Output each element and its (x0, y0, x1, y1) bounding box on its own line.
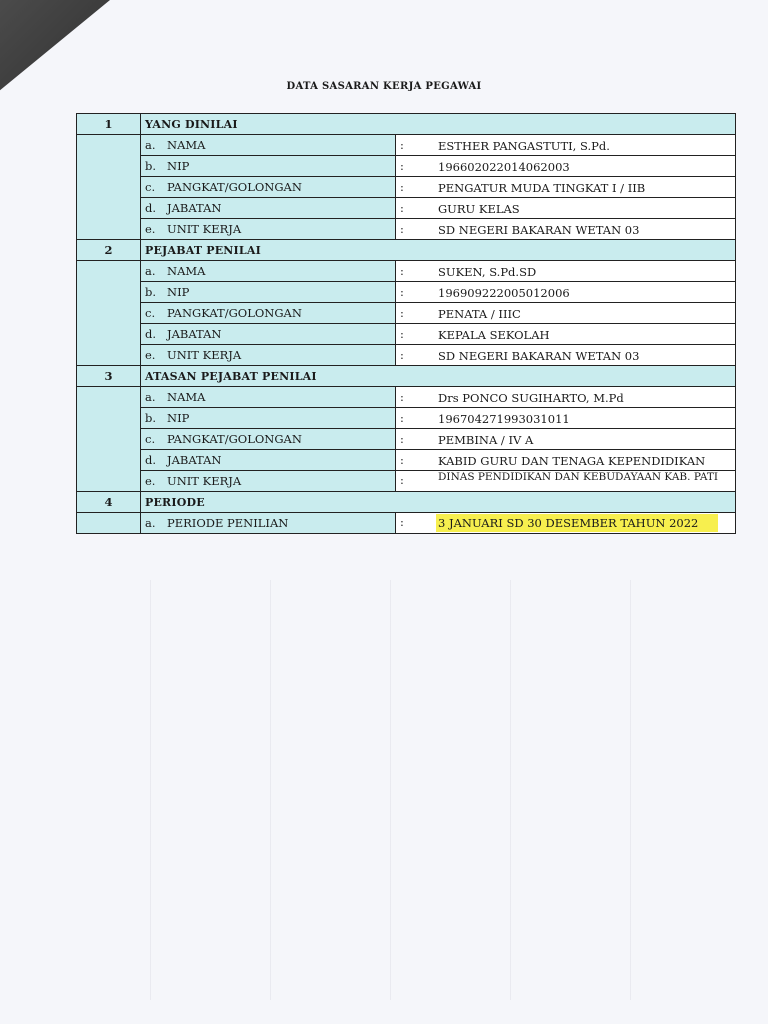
section-side-cell (77, 387, 141, 492)
field-value: SUKEN, S.Pd.SD (438, 264, 537, 279)
section-header-row (77, 366, 736, 387)
field-colon: : (400, 305, 404, 320)
field-value: Drs PONCO SUGIHARTO, M.Pd (438, 390, 624, 405)
field-label-cell (141, 471, 396, 492)
field-value-cell (396, 387, 736, 408)
field-label: NAMA (167, 390, 206, 404)
field-colon: : (400, 137, 404, 152)
field-row (77, 198, 736, 219)
field-value-cell (396, 156, 736, 177)
field-colon: : (400, 200, 404, 215)
field-label-cell (141, 408, 396, 429)
field-row (77, 345, 736, 366)
field-letter: a. (145, 264, 156, 278)
field-value-cell (396, 408, 736, 429)
field-colon: : (400, 326, 404, 341)
field-label: UNIT KERJA (167, 222, 242, 236)
field-colon: : (400, 473, 404, 487)
field-row (77, 429, 736, 450)
field-label: PANGKAT/GOLONGAN (167, 180, 302, 194)
section-number: 2 (77, 240, 141, 261)
field-row (77, 471, 736, 492)
bleed-through-shadow (90, 580, 750, 1000)
field-letter: b. (145, 285, 157, 299)
field-value-cell (396, 282, 736, 303)
field-row (77, 303, 736, 324)
field-colon: : (400, 452, 404, 467)
field-value-cell (396, 135, 736, 156)
field-label-cell (141, 450, 396, 471)
employee-data-table (76, 113, 736, 534)
field-value-cell (396, 303, 736, 324)
field-value: KABID GURU DAN TENAGA KEPENDIDIKAN (438, 453, 706, 468)
field-label: JABATAN (167, 327, 222, 341)
field-label-cell (141, 303, 396, 324)
field-value-cell (396, 219, 736, 240)
field-colon: : (400, 221, 404, 236)
field-letter: d. (145, 453, 157, 467)
section-title: PEJABAT PENILAI (141, 240, 736, 261)
field-colon: : (400, 263, 404, 278)
field-value: DINAS PENDIDIKAN DAN KEBUDAYAAN KAB. PATI (438, 472, 719, 483)
field-row (77, 156, 736, 177)
field-letter: a. (145, 390, 156, 404)
field-label: JABATAN (167, 453, 222, 467)
section-side-cell (77, 261, 141, 366)
field-label-cell (141, 345, 396, 366)
field-row (77, 387, 736, 408)
field-label-cell (141, 156, 396, 177)
field-label-cell (141, 219, 396, 240)
field-colon: : (400, 431, 404, 446)
section-number: 3 (77, 366, 141, 387)
field-label: PANGKAT/GOLONGAN (167, 306, 302, 320)
field-value-cell (396, 261, 736, 282)
field-label: UNIT KERJA (167, 474, 242, 488)
field-label: NIP (167, 285, 190, 299)
field-label-cell (141, 198, 396, 219)
field-label-cell (141, 429, 396, 450)
field-label: NIP (167, 159, 190, 173)
field-value-cell (396, 177, 736, 198)
field-label-cell (141, 387, 396, 408)
field-value-cell (396, 513, 736, 534)
field-colon: : (400, 158, 404, 173)
field-label-cell (141, 324, 396, 345)
field-row (77, 219, 736, 240)
field-label: NAMA (167, 138, 206, 152)
field-label: PERIODE PENILIAN (167, 516, 289, 530)
field-value-cell (396, 450, 736, 471)
field-letter: c. (145, 432, 156, 446)
section-title: PERIODE (141, 492, 736, 513)
field-label: PANGKAT/GOLONGAN (167, 432, 302, 446)
section-number: 1 (77, 114, 141, 135)
field-value: PENGATUR MUDA TINGKAT I / IIB (438, 180, 646, 195)
section-header-row (77, 240, 736, 261)
field-colon: : (400, 347, 404, 362)
field-row (77, 177, 736, 198)
field-row (77, 135, 736, 156)
section-number: 4 (77, 492, 141, 513)
field-value-cell (396, 471, 736, 492)
field-letter: a. (145, 138, 156, 152)
field-value-cell (396, 324, 736, 345)
scanned-page-corner (0, 0, 110, 110)
field-row (77, 261, 736, 282)
field-letter: c. (145, 180, 156, 194)
field-value-cell (396, 198, 736, 219)
section-title: YANG DINILAI (141, 114, 736, 135)
field-value: SD NEGERI BAKARAN WETAN 03 (438, 222, 640, 237)
field-label: NIP (167, 411, 190, 425)
field-label-cell (141, 513, 396, 534)
field-letter: d. (145, 327, 157, 341)
field-letter: b. (145, 411, 157, 425)
field-letter: e. (145, 222, 156, 236)
field-label: JABATAN (167, 201, 222, 215)
field-row (77, 450, 736, 471)
section-header-row (77, 492, 736, 513)
document-title: DATA SASARAN KERJA PEGAWAI (286, 81, 482, 92)
field-value: 196602022014062003 (438, 159, 570, 174)
field-colon: : (400, 179, 404, 194)
field-row (77, 324, 736, 345)
field-value: 196704271993031011 (438, 411, 570, 426)
field-value: KEPALA SEKOLAH (438, 327, 550, 342)
field-value: 196909222005012006 (438, 285, 570, 300)
field-label-cell (141, 135, 396, 156)
field-row (77, 408, 736, 429)
field-letter: a. (145, 516, 156, 530)
field-value: ESTHER PANGASTUTI, S.Pd. (438, 138, 610, 153)
field-letter: e. (145, 348, 156, 362)
field-colon: : (400, 515, 404, 529)
field-letter: b. (145, 159, 157, 173)
field-row (77, 282, 736, 303)
field-value: 3 JANUARI SD 30 DESEMBER TAHUN 2022 (436, 514, 718, 532)
field-row (77, 513, 736, 534)
field-value-cell (396, 429, 736, 450)
field-colon: : (400, 410, 404, 425)
field-letter: e. (145, 474, 156, 488)
field-label-cell (141, 177, 396, 198)
field-value: GURU KELAS (438, 201, 520, 216)
field-letter: c. (145, 306, 156, 320)
section-header-row (77, 114, 736, 135)
section-side-cell (77, 513, 141, 534)
field-colon: : (400, 284, 404, 299)
section-side-cell (77, 135, 141, 240)
field-label: NAMA (167, 264, 206, 278)
field-label-cell (141, 282, 396, 303)
field-value: PENATA / IIIC (438, 306, 521, 321)
field-value-cell (396, 345, 736, 366)
field-label: UNIT KERJA (167, 348, 242, 362)
field-letter: d. (145, 201, 157, 215)
field-value: SD NEGERI BAKARAN WETAN 03 (438, 348, 640, 363)
field-label-cell (141, 261, 396, 282)
field-colon: : (400, 389, 404, 404)
field-value: PEMBINA / IV A (438, 432, 534, 447)
section-title: ATASAN PEJABAT PENILAI (141, 366, 736, 387)
